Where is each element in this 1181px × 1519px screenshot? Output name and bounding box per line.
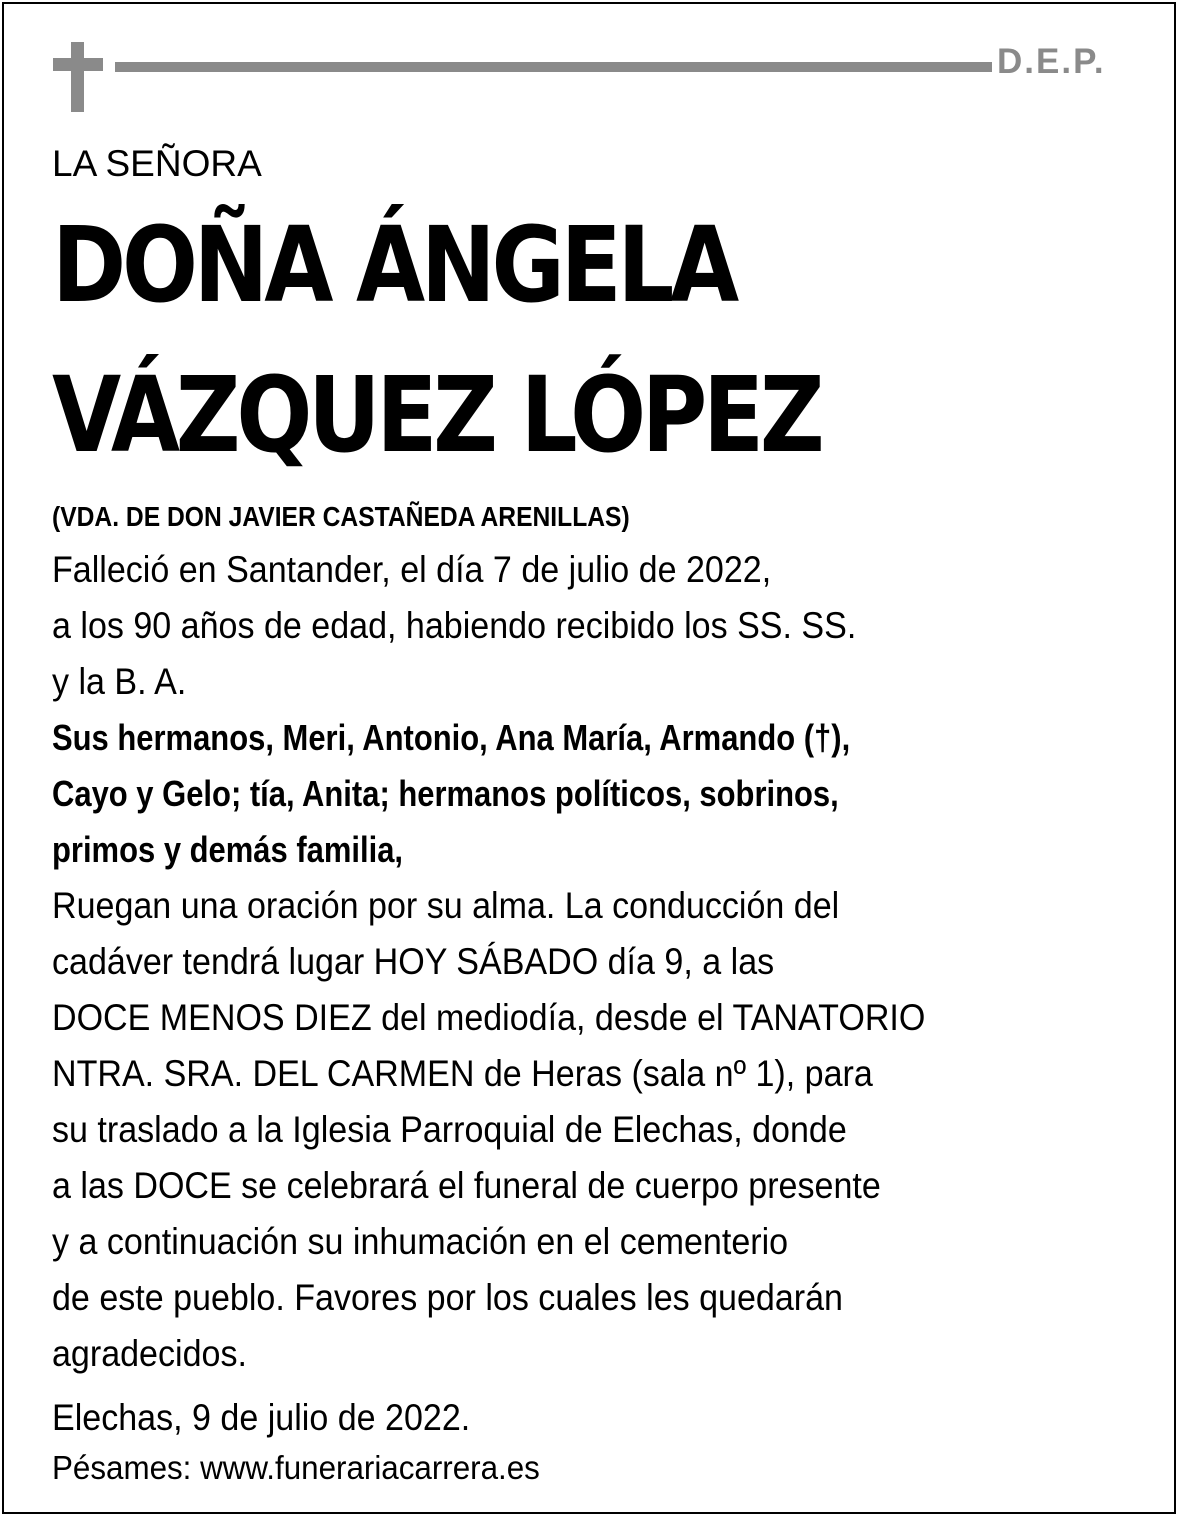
death-line: Falleció en Santander, el día 7 de julio de 2022, (52, 549, 772, 590)
request-line: su traslado a la Iglesia Parroquial de Elechas, donde (52, 1109, 847, 1150)
request-line: y a continuación su inhumación en el cementerio (52, 1221, 789, 1262)
family-line: Sus hermanos, Meri, Antonio, Ana María, Armando (†), (52, 717, 851, 758)
condolences-link[interactable]: Pésames: www.funerariacarrera.es (52, 1449, 540, 1486)
request-line: Ruegan una oración por su alma. La conducción del (52, 885, 840, 926)
name-line: DOÑA ÁNGELA (52, 204, 735, 326)
obituary-content (52, 138, 1152, 1490)
death-line: a los 90 años de edad, habiendo recibido los SS. SS. (52, 605, 857, 646)
family-line: primos y demás familia, (52, 829, 404, 870)
request-line: DOCE MENOS DIEZ del mediodía, desde el TANATORIO (52, 997, 926, 1038)
name-line: VÁZQUEZ LÓPEZ (52, 354, 821, 476)
funeral-request (52, 878, 1152, 1382)
family-line: Cayo y Gelo; tía, Anita; hermanos políticos, sobrinos, (52, 773, 839, 814)
dep-label: D.E.P. (997, 42, 1106, 81)
cross-icon-bar (53, 58, 103, 71)
obituary-frame (2, 2, 1176, 1514)
cross-icon (71, 42, 84, 112)
deceased-name (52, 190, 1152, 490)
spacer (52, 1382, 1152, 1390)
place-date: Elechas, 9 de julio de 2022. (52, 1397, 471, 1438)
request-line: NTRA. SRA. DEL CARMEN de Heras (sala nº 1), para (52, 1053, 873, 1094)
request-line: a las DOCE se celebrará el funeral de cuerpo presente (52, 1165, 881, 1206)
header-rule (115, 62, 992, 72)
request-line: agradecidos. (52, 1333, 247, 1374)
widow-of: (VDA. DE DON JAVIER CASTAÑEDA ARENILLAS) (52, 501, 630, 532)
title-label: LA SEÑORA (52, 143, 262, 184)
request-line: de este pueblo. Favores por los cuales les quedarán (52, 1277, 843, 1318)
death-line: y la B. A. (52, 661, 187, 702)
request-line: cadáver tendrá lugar HOY SÁBADO día 9, a las (52, 941, 775, 982)
death-notice (52, 542, 1152, 710)
family-list (52, 710, 1152, 878)
